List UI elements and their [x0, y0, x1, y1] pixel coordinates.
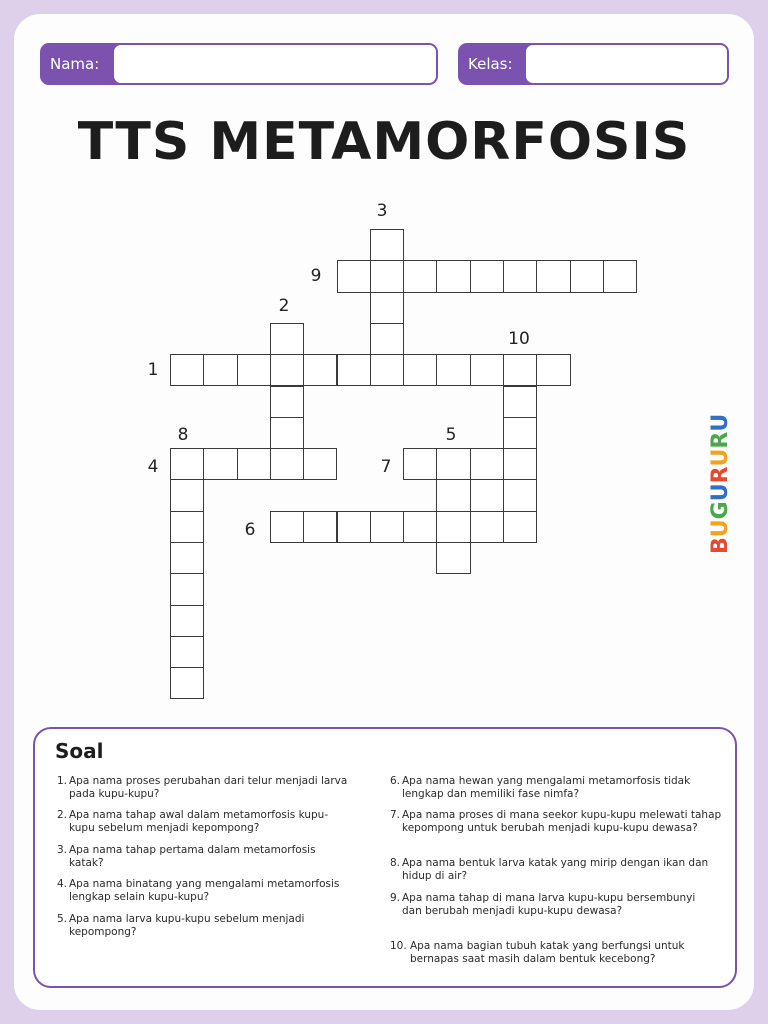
crossword-cell[interactable]: [170, 511, 204, 543]
crossword-cell[interactable]: [270, 354, 304, 386]
crossword-cell[interactable]: [370, 292, 404, 324]
crossword-cell[interactable]: [370, 260, 404, 292]
crossword-cell[interactable]: [370, 323, 404, 355]
crossword-cell[interactable]: [170, 667, 204, 699]
crossword-cell[interactable]: [270, 386, 304, 418]
clue-number: 7: [380, 457, 392, 477]
questions-title: Soal: [55, 739, 104, 763]
crossword-cell[interactable]: [536, 354, 570, 386]
class-field: [458, 43, 729, 85]
question-text: Apa nama tahap awal dalam metamorfosis kupu-kupu sebelum menjadi kepompong?: [69, 809, 329, 834]
crossword-cell[interactable]: [303, 511, 337, 543]
crossword-cell[interactable]: [536, 260, 570, 292]
question-item: [57, 809, 353, 835]
crossword-cell[interactable]: [203, 448, 237, 480]
clue-number: 1: [147, 360, 159, 380]
crossword-cell[interactable]: [303, 354, 337, 386]
crossword-cell[interactable]: [170, 605, 204, 637]
question-number: 2.: [57, 809, 68, 821]
crossword-cell[interactable]: [270, 511, 304, 543]
question-number: 7.: [390, 809, 401, 821]
crossword-cell[interactable]: [503, 511, 537, 543]
crossword-cell[interactable]: [337, 260, 371, 292]
question-text: Apa nama hewan yang mengalami metamorfosis tidak lengkap dan memiliki fase nimfa?: [402, 775, 691, 800]
crossword-cell[interactable]: [503, 479, 537, 511]
question-text: Apa nama binatang yang mengalami metamorfosis lengkap selain kupu-kupu?: [69, 878, 340, 903]
crossword-cell[interactable]: [503, 386, 537, 418]
class-input[interactable]: [526, 45, 727, 83]
crossword-cell[interactable]: [470, 448, 504, 480]
clue-number: 8: [177, 425, 189, 445]
question-number: 1.: [57, 775, 68, 787]
question-number: 8.: [390, 857, 401, 869]
clue-number: 10: [508, 329, 530, 349]
crossword-cell[interactable]: [203, 354, 237, 386]
crossword-cell[interactable]: [370, 511, 404, 543]
crossword-cell[interactable]: [337, 511, 371, 543]
crossword-cell[interactable]: [603, 260, 637, 292]
question-item: [57, 913, 353, 939]
crossword-cell[interactable]: [170, 479, 204, 511]
crossword-cell[interactable]: [370, 229, 404, 261]
name-input[interactable]: [114, 45, 436, 83]
crossword-cell[interactable]: [303, 448, 337, 480]
crossword-cell[interactable]: [436, 448, 470, 480]
crossword-cell[interactable]: [436, 479, 470, 511]
question-number: 3.: [57, 844, 68, 856]
crossword-cell[interactable]: [170, 354, 204, 386]
crossword-cell[interactable]: [403, 448, 437, 480]
clue-number: 3: [376, 201, 388, 221]
crossword-cell[interactable]: [503, 354, 537, 386]
question-item: [390, 892, 706, 918]
brand-logo: [700, 413, 740, 556]
crossword-cell[interactable]: [503, 417, 537, 449]
question-number: 5.: [57, 913, 68, 925]
crossword-cell[interactable]: [436, 354, 470, 386]
crossword-cell[interactable]: [503, 448, 537, 480]
clue-number: 4: [147, 457, 159, 477]
crossword-cell[interactable]: [470, 260, 504, 292]
crossword-cell[interactable]: [270, 448, 304, 480]
question-item: [390, 809, 726, 835]
crossword-cell[interactable]: [403, 260, 437, 292]
crossword-cell[interactable]: [237, 448, 271, 480]
crossword-cell[interactable]: [270, 417, 304, 449]
crossword-cell[interactable]: [436, 511, 470, 543]
crossword-cell[interactable]: [170, 573, 204, 605]
question-item: [57, 878, 367, 904]
crossword-cell[interactable]: [436, 260, 470, 292]
crossword-cell[interactable]: [270, 323, 304, 355]
crossword-cell[interactable]: [337, 354, 371, 386]
name-label: Nama:: [50, 55, 100, 73]
clue-number: 2: [278, 296, 290, 316]
crossword-cell[interactable]: [170, 636, 204, 668]
question-number: 9.: [390, 892, 401, 904]
crossword-cell[interactable]: [370, 354, 404, 386]
question-text: Apa nama larva kupu-kupu sebelum menjadi kepompong?: [69, 913, 305, 938]
crossword-cell[interactable]: [470, 511, 504, 543]
crossword-cell[interactable]: [570, 260, 604, 292]
question-text: Apa nama bagian tubuh katak yang berfungsi untuk bernapas saat masih dalam bentuk kecebong?: [410, 940, 685, 965]
page-title: TTS METAMORFOSIS: [77, 112, 691, 172]
question-text: Apa nama proses di mana seekor kupu-kupu melewati tahap kepompong untuk berubah menjadi kupu-kupu dewasa?: [402, 809, 722, 834]
crossword-cell[interactable]: [170, 542, 204, 574]
clue-number: 9: [310, 266, 322, 286]
question-text: Apa nama proses perubahan dari telur menjadi larva pada kupu-kupu?: [69, 775, 348, 800]
crossword-cell[interactable]: [503, 260, 537, 292]
crossword-cell[interactable]: [470, 479, 504, 511]
question-item: [390, 857, 726, 883]
name-field: [40, 43, 438, 85]
question-number: 4.: [57, 878, 68, 890]
question-text: Apa nama tahap pertama dalam metamorfosis katak?: [69, 844, 316, 869]
crossword-cell[interactable]: [436, 542, 470, 574]
crossword-cell[interactable]: [237, 354, 271, 386]
question-item: [390, 940, 726, 966]
question-text: Apa nama tahap di mana larva kupu-kupu bersembunyi dan berubah menjadi kupu-kupu dewasa?: [402, 892, 696, 917]
crossword-cell[interactable]: [170, 448, 204, 480]
svg-text:BUGURURU: BUGURURU: [708, 413, 733, 554]
clue-number: 6: [244, 520, 256, 540]
question-text: Apa nama bentuk larva katak yang mirip dengan ikan dan hidup di air?: [402, 857, 709, 882]
class-label: Kelas:: [468, 55, 513, 73]
question-number: 6.: [390, 775, 401, 787]
crossword-cell[interactable]: [403, 354, 437, 386]
crossword-cell[interactable]: [470, 354, 504, 386]
question-number: 10.: [390, 940, 407, 952]
question-item: [57, 844, 353, 870]
question-item: [57, 775, 353, 801]
clue-number: 5: [445, 425, 457, 445]
crossword-cell[interactable]: [403, 511, 437, 543]
question-item: [390, 775, 720, 801]
